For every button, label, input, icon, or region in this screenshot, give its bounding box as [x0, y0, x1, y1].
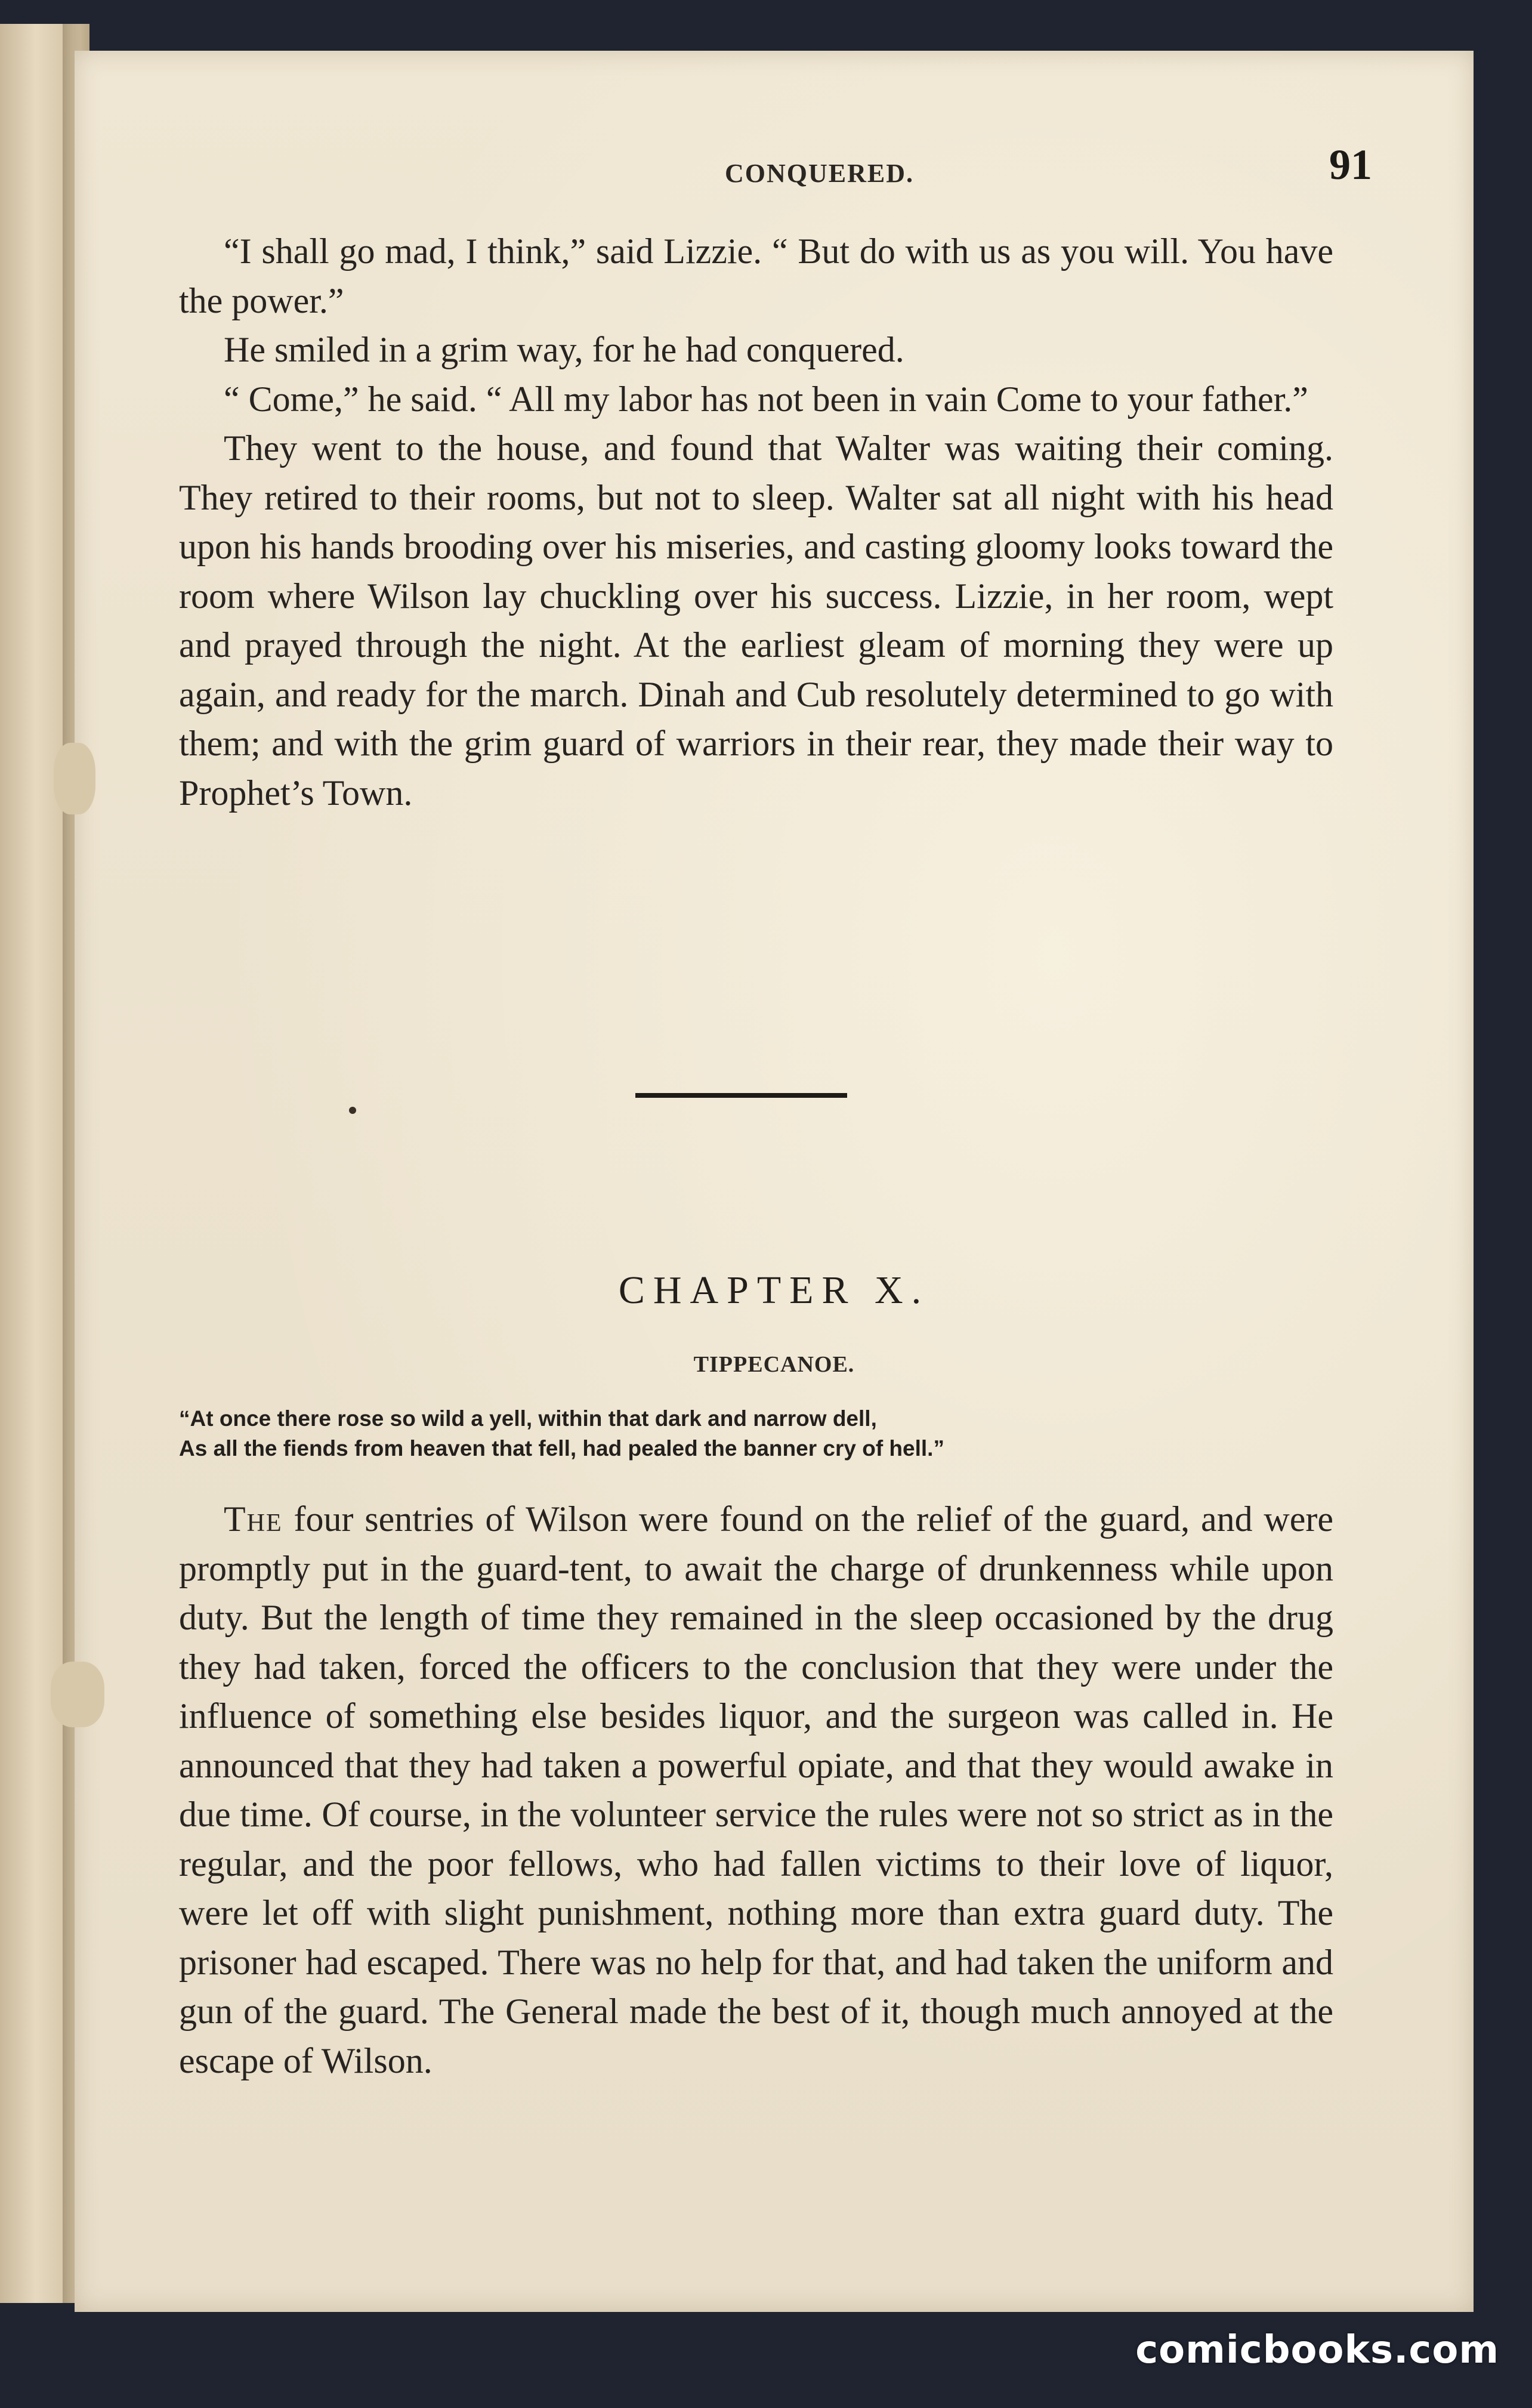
ink-speck — [349, 1107, 356, 1114]
running-head — [75, 140, 1474, 194]
epigraph-line: As all the fiends from heaven that fell, had pealed the banner cry of hell.” — [179, 1436, 944, 1461]
text-block-top — [179, 227, 1333, 817]
watermark: comicbooks.com — [1135, 2328, 1499, 2372]
epigraph-line: “At once there rose so wild a yell, within that dark and narrow dell, — [179, 1406, 877, 1431]
chapter-epigraph — [179, 1404, 1333, 1464]
paragraph — [179, 1495, 1333, 2085]
lead-word: The — [224, 1499, 283, 1539]
paragraph: “ Come,” he said. “ All my labor has not been in vain Come to your father.” — [224, 379, 1308, 419]
paragraph: They went to the house, and found that Walter was waiting their coming. They retired to their rooms, but not to sleep. Walter sat all night with his head upon his hands brooding over his miseries, and casting gloomy looks toward the room where Wilson lay chuckling over his success. Lizzie, in her room, wept and prayed through the night. At the earliest gleam of morning they were up again, and ready for the march. Dinah and Cub resolutely determined to go with them; and with the grim guard of warriors in their rear, they made their way to Prophet’s Town. — [179, 428, 1333, 813]
running-title: CONQUERED. — [725, 159, 915, 188]
paragraph: “I shall go mad, I think,” said Lizzie. “ But do with us as you will. You have the power.” — [179, 231, 1333, 320]
page-tear-mark — [54, 743, 95, 814]
paragraph-text: four sentries of Wilson were found on the relief of the guard, and were promptly put in the guard-tent, to await the charge of drunkenness while upon duty. But the length of time they remained in the sleep occasioned by the drug they had taken, forced the officers to the conclusion that they were under the influence of something else besides liquor, and the surgeon was called in. He announced that they had taken a powerful opiate, and that they would awake in due time. Of course, in the volunteer service the rules were not so strict as in the regular, and the poor fellows, who had fallen victims to their love of liquor, were let off with slight punishment, nothing more than extra guard duty. The prisoner had escaped. There was no help for that, and had taken the uniform and gun of the guard. The General made the best of it, though much annoyed at the escape of Wilson. — [179, 1499, 1333, 2080]
chapter-heading: CHAPTER X. — [618, 1268, 930, 1312]
chapter-subtitle: TIPPECANOE. — [693, 1352, 855, 1377]
section-divider-rule — [635, 1093, 847, 1098]
text-block-bottom — [179, 1495, 1333, 2085]
page-number: 91 — [1329, 141, 1372, 189]
paragraph: He smiled in a grim way, for he had conquered. — [224, 330, 904, 369]
book-page — [75, 51, 1474, 2312]
page-tear-mark — [51, 1662, 104, 1727]
